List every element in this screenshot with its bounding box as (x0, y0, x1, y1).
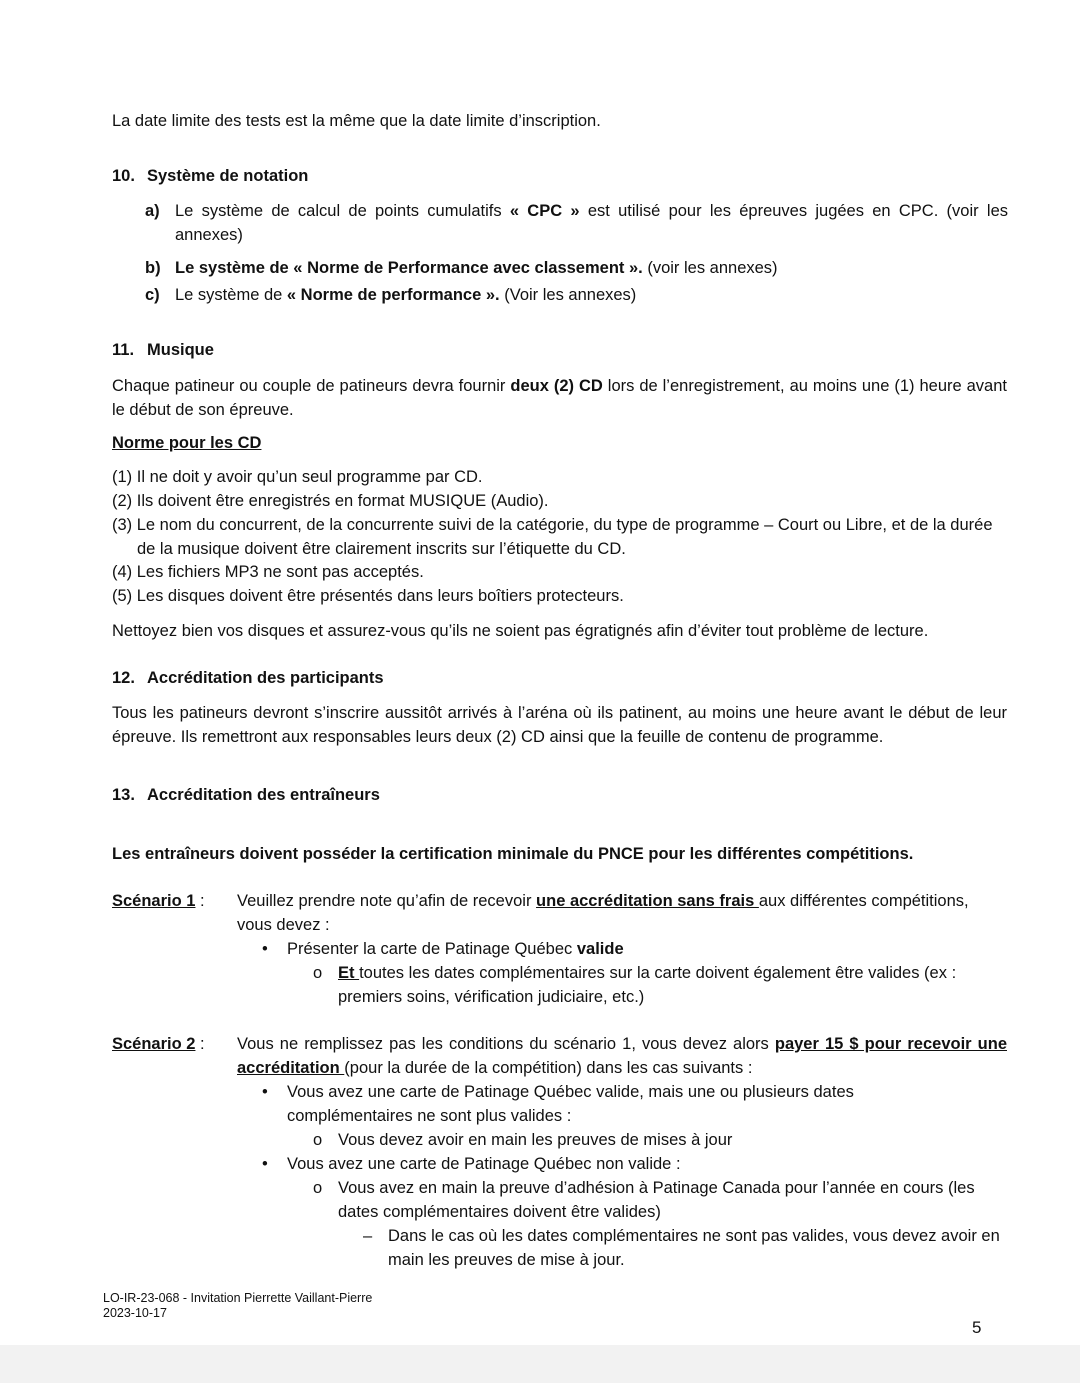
participants-paragraph: Tous les patineurs devront s’inscrire aussitôt arrivés à l’aréna où ils patinent, au moins une heure avant le début de leur épreuve. Ils remettront aux responsables leurs deux (2) CD ainsi que la feuille de contenu de programme. (112, 704, 1007, 746)
bullet-icon: • (262, 940, 268, 958)
section-10-title: Système de notation (147, 167, 309, 185)
item-b-text: Le système de « Norme de Performance avec classement ». (voir les annexes) (175, 259, 778, 277)
bullet-icon: • (262, 1083, 268, 1101)
circle-bullet-icon: o (313, 1179, 323, 1197)
section-12-title: Accréditation des participants (147, 669, 384, 687)
scenario-1-text: Veuillez prendre note qu’afin de recevoir une accréditation sans frais aux différentes compétitions, vous devez : (237, 892, 969, 934)
circle-bullet-icon: o (313, 1131, 323, 1149)
footer-date: 2023-10-17 (103, 1306, 167, 1320)
cd-rule-2: (2) Ils doivent être enregistrés en format MUSIQUE (Audio). (112, 492, 549, 510)
section-10-number: 10. (112, 167, 135, 185)
section-12-heading (112, 666, 1007, 690)
notation-item-c (145, 283, 1008, 307)
section-13-title: Accréditation des entraîneurs (147, 786, 380, 804)
scenario-2-text: Vous ne remplissez pas les conditions du scénario 1, vous devez alors payer 15 $ pour recevoir une accréditation (pour la durée de la compétition) dans les cas suivants : (237, 1035, 1007, 1077)
cd-norms-title: Norme pour les CD (112, 434, 262, 452)
section-10-heading (112, 164, 1007, 188)
music-paragraph: Chaque patineur ou couple de patineurs devra fournir deux (2) CD lors de l’enregistrement, au moins une (1) heure avant le début de son épreuve. (112, 377, 1007, 419)
cd-rule-4: (4) Les fichiers MP3 ne sont pas acceptés. (112, 563, 424, 581)
section-11-number: 11. (112, 341, 135, 359)
intro-text: La date limite des tests est la même que la date limite d’inscription. (112, 112, 601, 130)
section-12-number: 12. (112, 669, 135, 687)
document-page: La date limite des tests est la même que la date limite d’inscription. 10. Système de notation a) Le système de calcul de points cumulatifs « CPC » est utilisé pour les épreuves jugées en CPC. (voir les annexes) b) Le système de « Norme de Performance avec classement ». (voir les annexes) c) Le système de « Norme de performance ». (Voir les annexes) 11. Musique Chaque patineur ou couple de patineurs devra fournir deux (2) CD lors de l’enregistrement, au moins une (1) heure avant le début de son épreuve. Norme pour les CD (1) Il ne doit y avoir qu’un seul programme par CD. (2) Ils doivent être enregistrés en format MUSIQUE (Audio). (3) Le nom du concurrent, de la concurrente suivi de la catégorie, du type de programme – Court ou Libre, et de la durée de la musique doivent être clairement inscrits sur l’étiquette du CD. (4) Les fichiers MP3 ne sont pas acceptés. (5) Les disques doivent être présentés dans leurs boîtiers protecteurs. Nettoyez bien vos disques et assurez-vous qu’ils ne soient pas égratignés afin d’éviter tout problème de lecture. 12. Accréditation des participants Tous les patineurs devront s’inscrire aussitôt arrivés à l’aréna où ils patinent, au moins une heure avant le début de leur épreuve. Ils remettront aux responsables leurs deux (2) CD ainsi que la feuille de contenu de programme. 13. Accréditation des entraîneurs Les entraîneurs doivent posséder la certification minimale du PNCE pour les différentes compétitions. Scénario 1 : Veuillez prendre note qu’afin de recevoir une accréditation sans frais aux différentes compétitions, vous devez : • Présenter la carte de Patinage Québec valide o Et toutes les dates complémentaires sur la carte doivent également être valides (ex : premiers soins, vérification judiciaire, etc.) Scénario 2 : Vous ne remplissez pas les conditions du scénario 1, vous devez alors payer 15 $ pour recevoir une accréditation (pour la durée de la compétition) dans les cas suivants : • Vous avez une carte de Patinage Québec valide, mais une ou plusieurs dates complémentaires ne sont plus valides : o Vous devez avoir en main les preuves de mises à jour • Vous avez une carte de Patinage Québec non valide : o Vous avez en main la preuve d’adhésion à Patinage Canada pour l’année en cours (les dates complémentaires doivent être valides) – Dans le cas où les dates complémentaires ne sont pas valides, vous devez avoir en main les preuves de mise à jour. LO-IR-23-068 - Invitation Pierrette Vaillant-Pierre 2023-10-17 5 (0, 0, 1080, 1345)
section-11-title: Musique (147, 341, 214, 359)
item-c-label: c) (145, 286, 160, 304)
notation-item-b (145, 256, 1008, 280)
item-a-text: Le système de calcul de points cumulatifs « CPC » est utilisé pour les épreuves jugées en CPC. (voir les annexes) (175, 202, 1008, 244)
page-number: 5 (972, 1318, 982, 1337)
section-11-heading (112, 338, 1007, 362)
cd-rule-3: (3) Le nom du concurrent, de la concurrente suivi de la catégorie, du type de programme – Court ou Libre, et de la durée de la musique doivent être clairement inscrits sur l’étiquette du CD. (112, 516, 993, 558)
scenario-1-label: Scénario 1 : (112, 892, 205, 910)
footer-doc-ref: LO-IR-23-068 - Invitation Pierrette Vaillant-Pierre (103, 1291, 373, 1305)
item-b-label: b) (145, 259, 161, 277)
section-13-heading (112, 783, 1007, 807)
cd-rule-5: (5) Les disques doivent être présentés dans leurs boîtiers protecteurs. (112, 587, 624, 605)
circle-bullet-icon: o (313, 964, 323, 982)
item-a-label: a) (145, 202, 160, 220)
cd-rule-1: (1) Il ne doit y avoir qu’un seul programme par CD. (112, 468, 483, 486)
bullet-icon: • (262, 1155, 268, 1173)
item-c-text: Le système de « Norme de performance ». (Voir les annexes) (175, 286, 637, 304)
notation-item-a (145, 199, 1008, 247)
scenario-2-label: Scénario 2 : (112, 1035, 205, 1053)
dash-icon: – (363, 1227, 373, 1245)
cd-closing-text: Nettoyez bien vos disques et assurez-vous qu’ils ne soient pas égratignés afin d’éviter tout problème de lecture. (112, 622, 929, 640)
coaches-lead: Les entraîneurs doivent posséder la certification minimale du PNCE pour les différentes compétitions. (112, 845, 914, 863)
section-13-number: 13. (112, 786, 135, 804)
